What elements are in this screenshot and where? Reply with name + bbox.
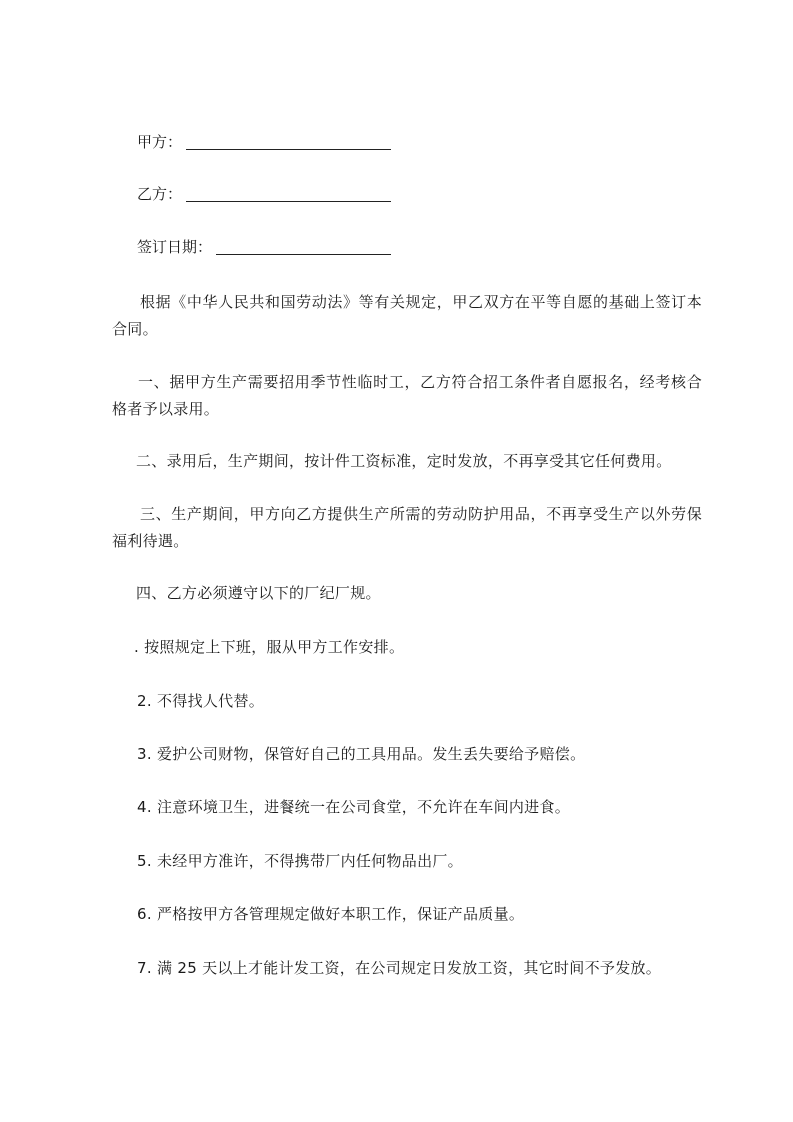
sign-date-field	[137, 236, 212, 258]
rule-1: . 按照规定上下班，服从甲方工作安排。	[134, 638, 405, 656]
party-a-label: 甲方：	[137, 133, 183, 151]
party-b-field	[137, 183, 182, 205]
rule-4: 4. 注意环境卫生，进餐统一在公司食堂，不允许在车间内进食。	[137, 798, 571, 816]
intro-paragraph: 根据《中华人民共和国劳动法》等有关规定，甲乙双方在平等自愿的基础上签订本合同。	[112, 293, 702, 338]
party-a-field	[137, 131, 182, 153]
rule-5: 5. 未经甲方准许，不得携带厂内任何物品出厂。	[137, 852, 463, 870]
rule-6: 6. 严格按甲方各管理规定做好本职工作，保证产品质量。	[137, 905, 525, 923]
party-a-blank-line	[186, 131, 391, 150]
party-b-label: 乙方：	[137, 185, 183, 203]
sign-date-blank-line	[216, 236, 391, 255]
rule-7: 7. 满 25 天以上才能计发工资，在公司规定日发放工资，其它时间不予发放。	[137, 959, 662, 977]
clause-3: 三、生产期间，甲方向乙方提供生产所需的劳动防护用品，不再享受生产以外劳保福利待遇。	[112, 505, 702, 550]
sign-date-label: 签订日期：	[137, 238, 213, 256]
clause-2: 二、录用后，生产期间，按计件工资标准，定时发放，不再享受其它任何费用。	[136, 452, 672, 470]
rule-2: 2. 不得找人代替。	[137, 692, 265, 710]
party-b-blank-line	[186, 183, 391, 202]
clause-4: 四、乙方必须遵守以下的厂纪厂规。	[136, 584, 381, 602]
rule-3: 3. 爱护公司财物，保管好自己的工具用品。发生丢失要给予赔偿。	[137, 745, 586, 763]
clause-1: 一、据甲方生产需要招用季节性临时工，乙方符合招工条件者自愿报名，经考核合格者予以录用。	[112, 373, 702, 418]
